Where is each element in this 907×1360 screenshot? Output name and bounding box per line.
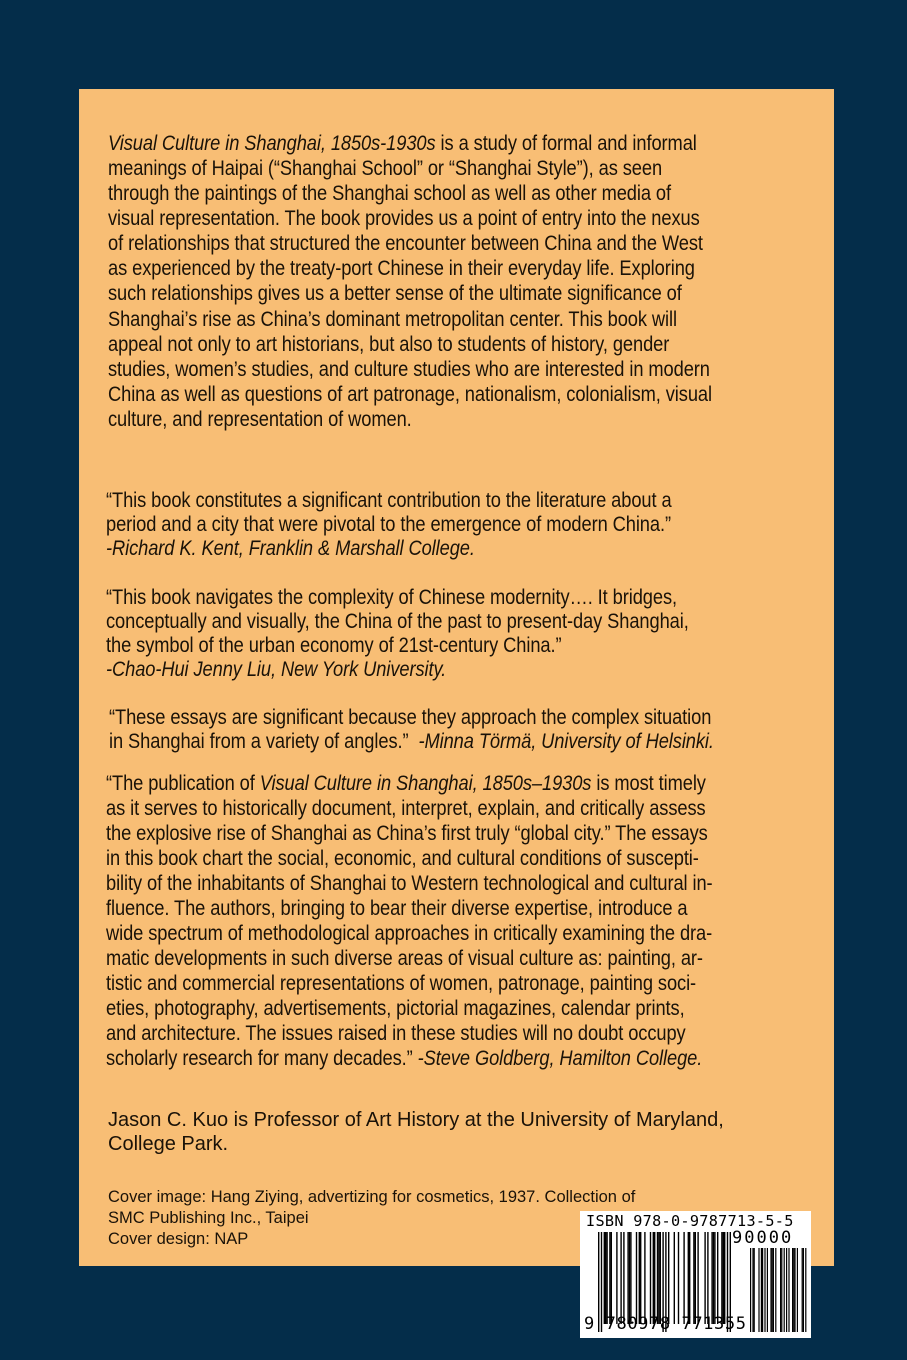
addon-bar (786, 1248, 787, 1332)
quote-attribution: -Chao-Hui Jenny Liu, New York University. (106, 657, 447, 681)
quote-line: in this book chart the social, economic, and cultural conditions of suscepti- (106, 846, 699, 870)
quote-line: eties, photography, advertisements, pictorial magazines, calendar prints, (106, 996, 685, 1020)
barcode-bar (713, 1232, 714, 1324)
barcode-bar (688, 1232, 689, 1324)
author-bio-line: Jason C. Kuo is Professor of Art History at the University of Maryland, (108, 1109, 724, 1131)
barcode-bar (623, 1232, 624, 1324)
quote-line: and architecture. The issues raised in these studies will no doubt occupy (106, 1021, 686, 1045)
addon-bar (805, 1248, 806, 1332)
addon-bar (754, 1248, 755, 1332)
description-line: such relationships gives us a better sense of the ultimate significance of (108, 281, 682, 305)
addon-bar (788, 1248, 789, 1332)
addon-bar (802, 1248, 803, 1332)
barcode-bar (721, 1232, 722, 1324)
quote-line: as it serves to historically document, interpret, explain, and critically assess (106, 796, 706, 820)
description-line: through the paintings of the Shanghai school as well as other media of (108, 181, 671, 205)
book-title-italic: Visual Culture in Shanghai, 1850s-1930s (108, 131, 436, 155)
quote-line: tistic and commercial representations of women, patronage, painting soci- (106, 971, 697, 995)
barcode-bar (640, 1232, 641, 1324)
barcode-bar (668, 1232, 669, 1324)
addon-bar (792, 1248, 793, 1332)
credit-line: SMC Publishing Inc., Taipei (108, 1209, 309, 1227)
book-title-italic: Visual Culture in Shanghai, 1850s–1930s (259, 771, 592, 795)
quote-line: fluence. The authors, bringing to bear their diverse expertise, introduce a (106, 896, 688, 920)
author-bio-line: College Park. (108, 1133, 229, 1155)
addon-bar (772, 1248, 773, 1332)
addon-bar (762, 1248, 763, 1332)
quote-line: “This book navigates the complexity of Chinese modernity…. It bridges, (106, 585, 678, 609)
barcode-bar (660, 1232, 661, 1324)
addon-bar (764, 1248, 765, 1332)
barcode-bar (693, 1232, 694, 1324)
barcode-bar (717, 1232, 718, 1324)
description-line: appeal not only to art historians, but also to students of history, gender (108, 332, 670, 356)
barcode-bar (654, 1232, 655, 1324)
barcode-bar (711, 1232, 712, 1324)
barcode-bar (616, 1232, 617, 1324)
addon-bar (750, 1248, 751, 1332)
barcode-bar (723, 1232, 724, 1324)
addon-bar (780, 1248, 781, 1332)
quote-line: in Shanghai from a variety of angles.” -Minna Törmä, University of Helsinki. (109, 729, 714, 753)
addon-bar (775, 1248, 776, 1332)
barcode-bar (653, 1232, 654, 1324)
quote-line: “The publication of Visual Culture in Shanghai, 1850s–1930s is most timely (106, 771, 706, 795)
quote-line: the explosive rise of Shanghai as China’s first truly “global city.” The essays (106, 821, 708, 845)
addon-bar (781, 1248, 782, 1332)
barcode-bar (695, 1232, 696, 1324)
barcode-bar (611, 1232, 612, 1324)
addon-bar (758, 1248, 759, 1332)
barcode-bar (606, 1232, 607, 1324)
addon-bar (803, 1248, 804, 1332)
barcode-bar (609, 1232, 610, 1324)
quote-line: the symbol of the urban economy of 21st-century China.” (106, 633, 562, 657)
barcode-bar (605, 1232, 606, 1324)
description-line: Shanghai’s rise as China’s dominant metropolitan center. This book will (108, 307, 677, 331)
barcode-bar (604, 1232, 605, 1324)
quote-line: period and a city that were pivotal to the emergence of modern China.” (106, 512, 671, 536)
barcode-bar (704, 1232, 705, 1324)
barcode-bar (629, 1232, 630, 1324)
barcode-bar (650, 1232, 651, 1324)
barcode-bar (683, 1232, 684, 1324)
addon-bar (770, 1248, 771, 1332)
barcode-bar (689, 1232, 690, 1324)
description-line: culture, and representation of women. (108, 407, 412, 431)
quote-line: “These essays are significant because they approach the complex situation (109, 705, 712, 729)
quote-line: bility of the inhabitants of Shanghai to Western technological and cultural in- (106, 871, 713, 895)
credit-line: Cover design: NAP (108, 1230, 249, 1248)
addon-bar (793, 1248, 794, 1332)
barcode-bar (639, 1232, 640, 1324)
barcode-bar (714, 1232, 715, 1324)
credit-line: Cover image: Hang Ziying, advertizing for cosmetics, 1937. Collection of (108, 1188, 636, 1206)
barcode-addon-number: 90000 (732, 1228, 794, 1248)
quote-line: matic developments in such diverse areas of visual culture as: painting, ar- (106, 946, 703, 970)
addon-bar (794, 1248, 795, 1332)
barcode-bar (630, 1232, 631, 1324)
quote-line: wide spectrum of methodological approaches in critically examining the dra- (106, 921, 713, 945)
description-line: China as well as questions of art patronage, nationalism, colonialism, visual (108, 382, 712, 406)
quote-line: scholarly research for many decades.” -Steve Goldberg, Hamilton College. (106, 1046, 703, 1070)
isbn-label: ISBN 978-0-9787713-5-5 (586, 1212, 794, 1230)
barcode-bar (644, 1232, 645, 1324)
barcode-bar (724, 1232, 725, 1324)
barcode-bar (627, 1232, 628, 1324)
barcode-ean-number: 9 780978 771355 (584, 1314, 747, 1334)
quote-attribution: -Richard K. Kent, Franklin & Marshall College. (106, 536, 475, 560)
quote-line: conceptually and visually, the China of the past to present-day Shanghai, (106, 609, 689, 633)
addon-bar (752, 1248, 753, 1332)
addon-bar (784, 1248, 785, 1332)
barcode-bar (620, 1232, 621, 1324)
barcode-bar (707, 1232, 708, 1324)
description-line: as experienced by the treaty-port Chinese in their everyday life. Exploring (108, 256, 695, 280)
quote-attribution: -Minna Törmä, University of Helsinki. (418, 729, 714, 753)
barcode-bar (657, 1232, 658, 1324)
addon-bar (773, 1248, 774, 1332)
description-line: visual representation. The book provides us a point of entry into the nexus (108, 206, 700, 230)
addon-bar (761, 1248, 762, 1332)
addon-bar (797, 1248, 798, 1332)
quote-line: “This book constitutes a significant contribution to the literature about a (106, 488, 672, 512)
barcode-bar (678, 1232, 679, 1324)
description-line: studies, women’s studies, and culture studies who are interested in modern (108, 357, 710, 381)
barcode-bar (674, 1232, 675, 1324)
addon-bar (767, 1248, 768, 1332)
description-line: meanings of Haipai (“Shanghai School” or “Shanghai Style”), as seen (108, 156, 663, 180)
quote-attribution: -Steve Goldberg, Hamilton College. (417, 1046, 703, 1070)
barcode-bar (658, 1232, 659, 1324)
description-line: Visual Culture in Shanghai, 1850s-1930s is a study of formal and informal (108, 131, 697, 155)
isbn-barcode (580, 1211, 811, 1338)
barcode-bar (636, 1232, 637, 1324)
description-line: of relationships that structured the encounter between China and the West (108, 231, 703, 255)
barcode-bar (697, 1232, 698, 1324)
